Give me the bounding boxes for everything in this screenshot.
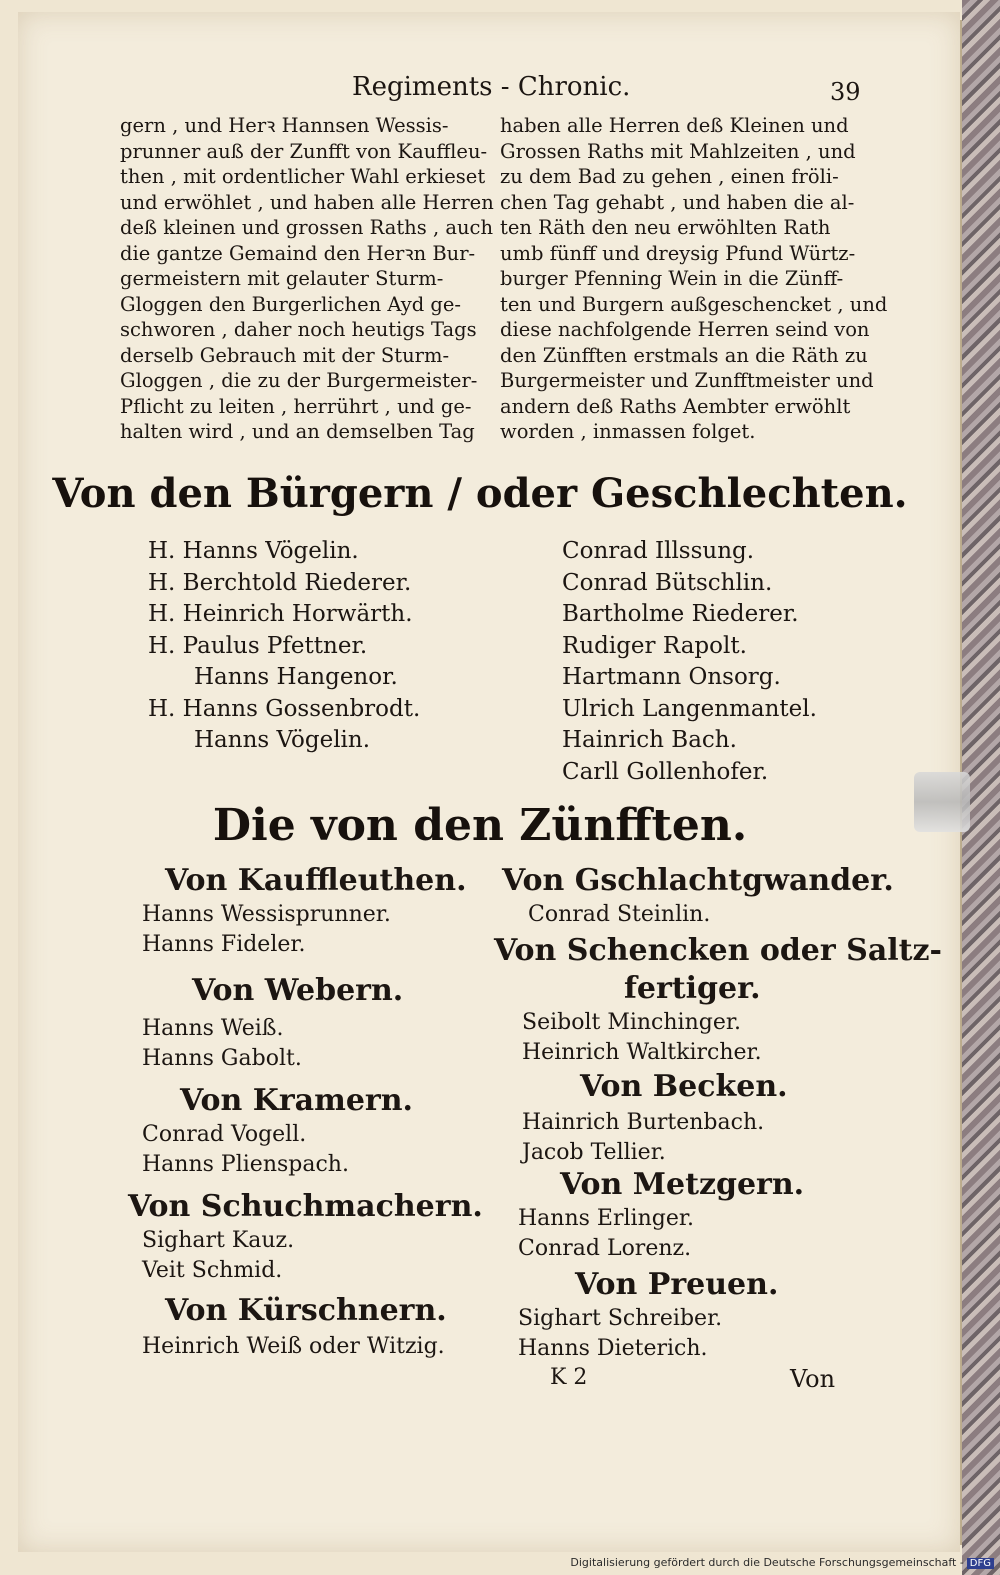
guild-member: Conrad Vogell. (142, 1122, 307, 1147)
name-entry: Bartholme Riederer. (562, 601, 799, 627)
guild-member: Hanns Gabolt. (142, 1046, 302, 1071)
name-entry: Ulrich Langenmantel. (562, 695, 817, 722)
guild-kauffleuthen (165, 862, 467, 900)
guild-schuchmachern-members (142, 1226, 294, 1286)
text-line: burger Pfenning Wein in die Zünff- (500, 267, 844, 290)
guild-member: Veit Schmid. (142, 1258, 283, 1283)
text-line: ten und Burgern außgeschencket , und (500, 292, 888, 316)
guild-webern (192, 972, 403, 1010)
guild-title-continued: fertiger. (624, 971, 761, 1006)
burgern-list-right (562, 536, 817, 788)
dfg-logo: DFG (967, 1558, 994, 1569)
guild-schencken-members (522, 1008, 762, 1068)
text-line: deß kleinen und grossen Raths , auch (120, 216, 494, 239)
guild-becken (580, 1068, 788, 1106)
guild-member: Hanns Fideler. (142, 932, 306, 957)
guild-title: Von Preuen. (575, 1267, 779, 1302)
guild-member: Jacob Tellier. (522, 1140, 666, 1165)
guild-preuen (575, 1266, 778, 1304)
text-line: diese nachfolgende Herren seind von (500, 318, 870, 341)
guild-member: Seibolt Minchinger. (522, 1010, 741, 1035)
guild-member: Conrad Steinlin. (528, 902, 711, 927)
name-entry: Conrad Illssung. (562, 538, 755, 564)
guild-title: Von Kürschnern. (165, 1293, 447, 1328)
guild-title: Von Schuchmachern. (128, 1189, 483, 1224)
guild-member: Heinrich Weiß oder Witzig. (142, 1334, 445, 1359)
guild-kurschnern-members (142, 1332, 445, 1362)
name-entry: Carll Gollenhofer. (562, 758, 769, 785)
guild-member: Hanns Wessisprunner. (142, 902, 391, 927)
guild-title: Von Kramern. (180, 1083, 413, 1118)
text-line: umb fünff und dreysig Pfund Würtz- (500, 241, 856, 265)
guild-title: Von Schencken oder Saltz- (494, 933, 942, 968)
burgern-list-left (148, 536, 420, 757)
text-line: derselb Gebrauch mit der Sturm- (120, 343, 450, 367)
guild-member: Conrad Lorenz. (518, 1236, 692, 1261)
name-entry: Hartmann Onsorg. (562, 664, 781, 690)
text-column-left (120, 113, 494, 445)
text-line: andern deß Raths Aembter erwöhlt (500, 394, 851, 418)
running-title: Regiments - Chronic. (352, 72, 631, 102)
guild-member: Hanns Dieterich. (518, 1336, 708, 1361)
text-line: germeistern mit gelauter Sturm- (120, 267, 444, 290)
text-line: chen Tag gehabt , und haben die al- (500, 190, 855, 214)
catchword: Von (790, 1365, 836, 1393)
text-line: und erwöhlet , und haben alle Herren (120, 190, 494, 214)
guild-gschlachtgwander-members (528, 900, 710, 930)
guild-preuen-members (518, 1304, 722, 1364)
guild-title: Von Becken. (580, 1069, 788, 1104)
text-line: halten wird , und an demselben Tag (120, 420, 475, 443)
text-line: Grossen Raths mit Mahlzeiten , und (500, 139, 856, 163)
credit-text: Digitalisierung gefördert durch die Deutsche Forschungsgemeinschaft - (570, 1556, 964, 1569)
name-entry: H. Hanns Vögelin. (148, 538, 359, 564)
name-entry: H. Hanns Gossenbrodt. (148, 695, 421, 722)
guild-title: Von Webern. (192, 973, 404, 1008)
guild-metzgern (560, 1166, 804, 1204)
name-entry: Hanns Hangenor. (194, 664, 398, 690)
text-line: ten Räth den neu erwöhlten Rath (500, 216, 831, 239)
guild-kramern-members (142, 1120, 349, 1180)
guild-title: Von Metzgern. (560, 1167, 805, 1202)
guild-becken-members (522, 1108, 764, 1168)
section-heading-burgern: Von den Bürgern / oder Geschlechten. (52, 470, 908, 517)
guild-schuchmachern (128, 1188, 483, 1226)
name-entry: Rudiger Rapolt. (562, 632, 747, 659)
text-line: Pflicht zu leiten , herrührt , und ge- (120, 394, 472, 418)
text-line: prunner auß der Zunfft von Kauffleu- (120, 139, 488, 163)
text-line: die gantze Gemaind den Herꝛn Bur- (120, 241, 476, 265)
guild-member: Hanns Erlinger. (518, 1206, 694, 1231)
guild-member: Heinrich Waltkircher. (522, 1040, 762, 1065)
signature-mark: K 2 (550, 1365, 588, 1390)
name-entry: Conrad Bütschlin. (562, 569, 773, 596)
text-line: zu dem Bad zu gehen , einen fröli- (500, 165, 839, 188)
text-line: schworen , daher noch heutigs Tags (120, 318, 477, 341)
guild-schencken (494, 932, 942, 1008)
guild-title: Von Gschlachtgwander. (502, 863, 894, 898)
page-number: 39 (830, 78, 861, 106)
guild-kramern (180, 1082, 413, 1120)
guild-member: Hainrich Burtenbach. (522, 1110, 765, 1135)
name-entry: Hanns Vögelin. (194, 727, 371, 753)
guild-member: Hanns Plienspach. (142, 1152, 349, 1177)
guild-gschlachtgwander (502, 862, 894, 900)
text-line: Gloggen , die zu der Burgermeister- (120, 369, 478, 392)
name-entry: Hainrich Bach. (562, 727, 737, 753)
text-line: den Zünfften erstmals an die Räth zu (500, 343, 868, 367)
text-line: Gloggen den Burgerlichen Ayd ge- (120, 292, 462, 316)
text-line: haben alle Herren deß Kleinen und (500, 114, 849, 137)
name-entry: H. Berchtold Riederer. (148, 569, 412, 596)
name-entry: H. Heinrich Horwärth. (148, 601, 413, 627)
section-heading-zunfften: Die von den Zünfften. (212, 800, 748, 851)
guild-kauffleuthen-members (142, 900, 391, 960)
text-column-right (500, 113, 888, 445)
name-entry: H. Paulus Pfettner. (148, 632, 368, 659)
guild-member: Sighart Schreiber. (518, 1306, 723, 1331)
text-line: then , mit ordentlicher Wahl erkieset (120, 165, 486, 188)
guild-member: Hanns Weiß. (142, 1016, 284, 1041)
guild-title: Von Kauffleuthen. (165, 863, 467, 898)
text-line: gern , und Herꝛ Hannsen Wessis- (120, 114, 449, 137)
digitization-credit (570, 1556, 994, 1569)
text-line: Burgermeister und Zunfftmeister und (500, 369, 874, 392)
guild-webern-members (142, 1014, 302, 1074)
guild-member: Sighart Kauz. (142, 1228, 295, 1253)
text-line: worden , inmassen folget. (500, 420, 756, 443)
guild-kurschnern (165, 1292, 447, 1330)
guild-metzgern-members (518, 1204, 694, 1264)
